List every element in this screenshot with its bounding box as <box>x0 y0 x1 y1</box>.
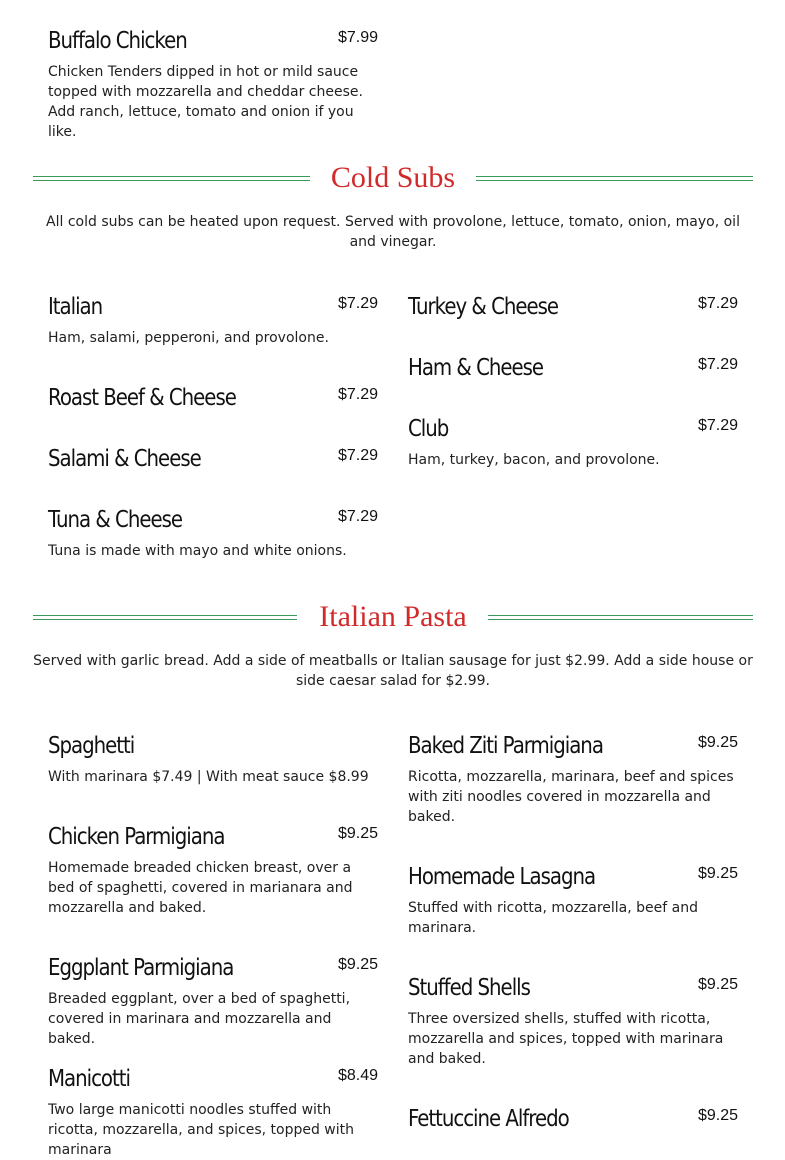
item-description: Homemade breaded chicken breast, over a bed of spaghetti, covered in marianara and mozzarella and baked. <box>48 860 353 916</box>
item-description: Ham, salami, pepperoni, and provolone. <box>48 330 329 346</box>
menu-item <box>408 862 738 942</box>
item-price: $9.25 <box>697 976 738 993</box>
item-description: Tuna is made with mayo and white onions. <box>48 543 347 559</box>
item-price: $7.29 <box>337 447 378 464</box>
menu-item <box>48 953 378 1047</box>
item-name: Ham & Cheese <box>408 355 544 381</box>
item-description: Breaded eggplant, over a bed of spaghetti, covered in marinara and mozzarella and baked. <box>48 991 351 1047</box>
menu-item <box>48 292 378 352</box>
section-title: Italian Pasta <box>319 600 467 633</box>
item-description: Three oversized shells, stuffed with ricotta, mozzarella and spices, topped with marinara and baked. <box>408 1011 724 1067</box>
menu-item <box>408 973 738 1073</box>
cold-subs-header <box>33 158 753 198</box>
item-name: Baked Ziti Parmigiana <box>408 733 603 759</box>
section-title: Cold Subs <box>330 161 456 194</box>
item-description: Two large manicotti noodles stuffed with ricotta, mozzarella, and spices, topped with marinara <box>48 1102 355 1158</box>
item-price: $9.25 <box>337 956 378 973</box>
item-name: Eggplant Parmigiana <box>48 955 234 981</box>
item-name: Spaghetti <box>48 733 135 759</box>
menu-item <box>408 731 738 831</box>
item-name: Stuffed Shells <box>408 975 530 1001</box>
item-description: Stuffed with ricotta, mozzarella, beef and marinara. <box>408 900 698 936</box>
item-name: Tuna & Cheese <box>48 507 183 533</box>
item-price: $7.29 <box>337 295 378 312</box>
item-price: $7.29 <box>697 295 738 312</box>
item-name: Chicken Parmigiana <box>48 824 225 850</box>
menu-item <box>48 444 378 474</box>
menu-item <box>48 26 378 140</box>
italian-pasta-header <box>33 597 753 637</box>
menu-item <box>408 1104 738 1128</box>
item-price: $7.29 <box>337 386 378 403</box>
item-name: Fettuccine Alfredo <box>408 1106 569 1128</box>
item-name: Homemade Lasagna <box>408 864 596 890</box>
item-name: Club <box>408 416 449 442</box>
menu-item <box>408 414 738 474</box>
item-name: Manicotti <box>48 1066 130 1092</box>
item-name: Turkey & Cheese <box>408 294 559 320</box>
item-description: Ham, turkey, bacon, and provolone. <box>408 452 660 468</box>
item-price: $7.29 <box>337 508 378 525</box>
item-price: $9.25 <box>697 1107 738 1124</box>
menu-item <box>48 822 378 922</box>
item-price: $7.99 <box>337 29 378 46</box>
menu-item <box>48 505 378 565</box>
item-name: Italian <box>48 294 103 320</box>
item-price: $7.29 <box>697 417 738 434</box>
menu-item <box>48 731 378 791</box>
item-price: $7.29 <box>697 356 738 373</box>
menu-item <box>48 1064 378 1158</box>
section-note: Served with garlic bread. Add a side of meatballs or Italian sausage for just $2.99. Add a side house or side caesar salad for $2.99. <box>33 653 753 689</box>
item-description: Ricotta, mozzarella, marinara, beef and spices with ziti noodles covered in mozzarella and baked. <box>408 769 734 825</box>
item-name: Roast Beef & Cheese <box>48 385 236 411</box>
item-name: Buffalo Chicken <box>48 28 187 54</box>
menu-item <box>408 353 738 383</box>
item-price: $9.25 <box>697 865 738 882</box>
item-price: $8.49 <box>337 1067 378 1084</box>
item-price: $9.25 <box>697 734 738 751</box>
section-note: All cold subs can be heated upon request. Served with provolone, lettuce, tomato, onion, mayo, oil and vinegar. <box>46 214 740 250</box>
menu-item <box>48 383 378 413</box>
item-price: $9.25 <box>337 825 378 842</box>
item-description: Chicken Tenders dipped in hot or mild sauce topped with mozzarella and cheddar cheese. Add ranch, lettuce, tomato and onion if you like. <box>48 64 363 140</box>
item-name: Salami & Cheese <box>48 446 201 472</box>
menu-item <box>408 292 738 322</box>
item-description: With marinara $7.49 | With meat sauce $8.99 <box>48 769 369 785</box>
